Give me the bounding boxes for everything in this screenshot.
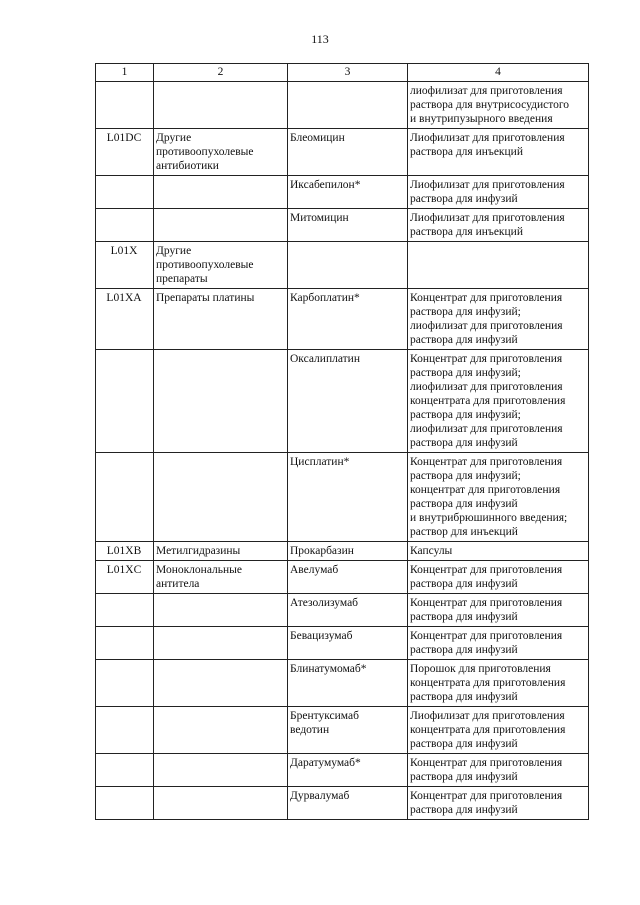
group-cell: [154, 627, 288, 660]
code-cell: [96, 350, 154, 453]
group-cell: [154, 754, 288, 787]
code-cell: [96, 754, 154, 787]
cell-text-line: раствор для инъекций: [410, 526, 518, 538]
cell-text-line: Концентрат для приготовления: [410, 456, 563, 468]
dosage-form-cell: [408, 754, 589, 787]
table-row: [96, 754, 589, 787]
table-row: [96, 242, 589, 289]
cell-text-line: Атезолизумаб: [290, 597, 359, 609]
cell-text-line: Другие: [156, 245, 192, 257]
code-cell: [96, 453, 154, 542]
cell-text-line: Бевацизумаб: [290, 630, 353, 642]
code-cell: [96, 660, 154, 707]
code-cell: [96, 594, 154, 627]
table-row: [96, 787, 589, 820]
cell-text-line: антибиотики: [156, 160, 219, 172]
drug-cell: [288, 209, 408, 242]
table-row: [96, 707, 589, 754]
drug-table: [95, 63, 589, 820]
drug-cell: [288, 453, 408, 542]
cell-text-line: раствора для внутрисосудистого: [410, 99, 570, 111]
cell-text-line: раствора для инфузий;: [410, 409, 521, 421]
group-cell: [154, 350, 288, 453]
cell-text-line: концентрата для приготовления: [410, 724, 566, 736]
code-cell: L01DC: [96, 129, 154, 176]
table-row: [96, 82, 589, 129]
drug-cell: [288, 129, 408, 176]
group-cell: [154, 82, 288, 129]
cell-text-line: Карбоплатин*: [290, 292, 360, 304]
cell-text-line: Митомицин: [290, 212, 349, 224]
cell-text-line: Концентрат для приготовления: [410, 564, 563, 576]
cell-text-line: раствора для инфузий: [410, 334, 518, 346]
table-row: [96, 660, 589, 707]
cell-text-line: Концентрат для приготовления: [410, 790, 563, 802]
cell-text-line: раствора для инфузий: [410, 498, 518, 510]
group-cell: [154, 176, 288, 209]
drug-cell: [288, 82, 408, 129]
cell-text-line: Дурвалумаб: [290, 790, 350, 802]
table-row: [96, 289, 589, 350]
cell-text-line: Концентрат для приготовления: [410, 630, 563, 642]
drug-cell: [288, 350, 408, 453]
cell-text-line: Порошок для приготовления: [410, 663, 551, 675]
drug-cell: [288, 627, 408, 660]
table-header-row: [96, 64, 589, 82]
cell-text-line: Брентуксимаб: [290, 710, 359, 722]
dosage-form-cell: [408, 561, 589, 594]
page-number: 113: [311, 32, 329, 46]
cell-text-line: Капсулы: [410, 545, 453, 557]
drug-cell: [288, 707, 408, 754]
cell-text-line: Лиофилизат для приготовления: [410, 132, 565, 144]
cell-text-line: Авелумаб: [290, 564, 339, 576]
cell-text-line: раствора для инфузий: [410, 437, 518, 449]
cell-text-line: Препараты платины: [156, 292, 255, 304]
cell-text-line: Концентрат для приготовления: [410, 597, 563, 609]
drug-cell: [288, 242, 408, 289]
cell-text-line: Концентрат для приготовления: [410, 353, 563, 365]
dosage-form-cell: [408, 209, 589, 242]
group-cell: [154, 707, 288, 754]
cell-text-line: раствора для инфузий: [410, 804, 518, 816]
cell-text-line: раствора для инфузий: [410, 771, 518, 783]
cell-text-line: препараты: [156, 273, 208, 285]
drug-cell: [288, 594, 408, 627]
code-cell: L01XC: [96, 561, 154, 594]
drug-cell: [288, 561, 408, 594]
code-cell: L01X: [96, 242, 154, 289]
dosage-form-cell: [408, 707, 589, 754]
dosage-form-cell: [408, 542, 589, 561]
cell-text-line: концентрата для приготовления: [410, 395, 566, 407]
dosage-form-cell: [408, 627, 589, 660]
dosage-form-cell: [408, 660, 589, 707]
group-cell: [154, 242, 288, 289]
cell-text-line: раствора для инъекций: [410, 226, 523, 238]
dosage-form-cell: [408, 453, 589, 542]
cell-text-line: лиофилизат для приготовления: [410, 423, 563, 435]
column-header-3: 3: [288, 64, 408, 82]
cell-text-line: Лиофилизат для приготовления: [410, 710, 565, 722]
drug-cell: [288, 289, 408, 350]
column-header-4: 4: [408, 64, 589, 82]
group-cell: [154, 542, 288, 561]
code-cell: [96, 707, 154, 754]
cell-text-line: раствора для инфузий: [410, 691, 518, 703]
group-cell: [154, 129, 288, 176]
cell-text-line: Моноклональные: [156, 564, 242, 576]
code-cell: [96, 82, 154, 129]
cell-text-line: лиофилизат для приготовления: [410, 381, 563, 393]
group-cell: [154, 561, 288, 594]
cell-text-line: Цисплатин*: [290, 456, 350, 468]
cell-text-line: Метилгидразины: [156, 545, 241, 557]
cell-text-line: раствора для инъекций: [410, 146, 523, 158]
cell-text-line: раствора для инфузий: [410, 738, 518, 750]
dosage-form-cell: [408, 350, 589, 453]
table-row: [96, 129, 589, 176]
cell-text-line: Блинатумомаб*: [290, 663, 367, 675]
group-cell: [154, 594, 288, 627]
drug-cell: [288, 754, 408, 787]
table-row: [96, 594, 589, 627]
cell-text-line: раствора для инфузий: [410, 193, 518, 205]
cell-text-line: Другие: [156, 132, 192, 144]
cell-text-line: раствора для инфузий: [410, 644, 518, 656]
table-row: [96, 627, 589, 660]
drug-cell: [288, 176, 408, 209]
cell-text-line: лиофилизат для приготовления: [410, 85, 563, 97]
cell-text-line: и внутрибрюшинного введения;: [410, 512, 568, 524]
group-cell: [154, 289, 288, 350]
dosage-form-cell: [408, 129, 589, 176]
dosage-form-cell: [408, 289, 589, 350]
drug-cell: [288, 787, 408, 820]
drug-cell: [288, 660, 408, 707]
table-row: [96, 209, 589, 242]
cell-text-line: ведотин: [290, 724, 330, 736]
cell-text-line: раствора для инфузий;: [410, 470, 521, 482]
drug-cell: [288, 542, 408, 561]
cell-text-line: концентрата для приготовления: [410, 677, 566, 689]
dosage-form-cell: [408, 176, 589, 209]
dosage-form-cell: [408, 787, 589, 820]
cell-text-line: Концентрат для приготовления: [410, 757, 563, 769]
group-cell: [154, 660, 288, 707]
cell-text-line: Концентрат для приготовления: [410, 292, 563, 304]
group-cell: [154, 787, 288, 820]
column-header-2: 2: [154, 64, 288, 82]
table-row: [96, 350, 589, 453]
cell-text-line: концентрат для приготовления: [410, 484, 561, 496]
dosage-form-cell: [408, 242, 589, 289]
group-cell: [154, 453, 288, 542]
table-row: [96, 542, 589, 561]
dosage-form-cell: [408, 594, 589, 627]
cell-text-line: Даратумумаб*: [290, 757, 361, 769]
code-cell: [96, 176, 154, 209]
cell-text-line: раствора для инфузий;: [410, 306, 521, 318]
code-cell: [96, 787, 154, 820]
cell-text-line: противоопухолевые: [156, 146, 254, 158]
cell-text-line: Лиофилизат для приготовления: [410, 179, 565, 191]
column-header-1: 1: [96, 64, 154, 82]
cell-text-line: и внутрипузырного введения: [410, 113, 553, 125]
code-cell: [96, 209, 154, 242]
code-cell: L01XB: [96, 542, 154, 561]
cell-text-line: Иксабепилон*: [290, 179, 361, 191]
code-cell: [96, 627, 154, 660]
cell-text-line: Блеомицин: [290, 132, 345, 144]
cell-text-line: лиофилизат для приготовления: [410, 320, 563, 332]
dosage-form-cell: [408, 82, 589, 129]
cell-text-line: противоопухолевые: [156, 259, 254, 271]
cell-text-line: Оксалиплатин: [290, 353, 360, 365]
cell-text-line: Лиофилизат для приготовления: [410, 212, 565, 224]
cell-text-line: антитела: [156, 578, 200, 590]
group-cell: [154, 209, 288, 242]
cell-text-line: раствора для инфузий: [410, 578, 518, 590]
table-row: [96, 176, 589, 209]
table-row: [96, 561, 589, 594]
cell-text-line: раствора для инфузий;: [410, 367, 521, 379]
cell-text-line: раствора для инфузий: [410, 611, 518, 623]
cell-text-line: Прокарбазин: [290, 545, 354, 557]
table-row: [96, 453, 589, 542]
code-cell: L01XA: [96, 289, 154, 350]
